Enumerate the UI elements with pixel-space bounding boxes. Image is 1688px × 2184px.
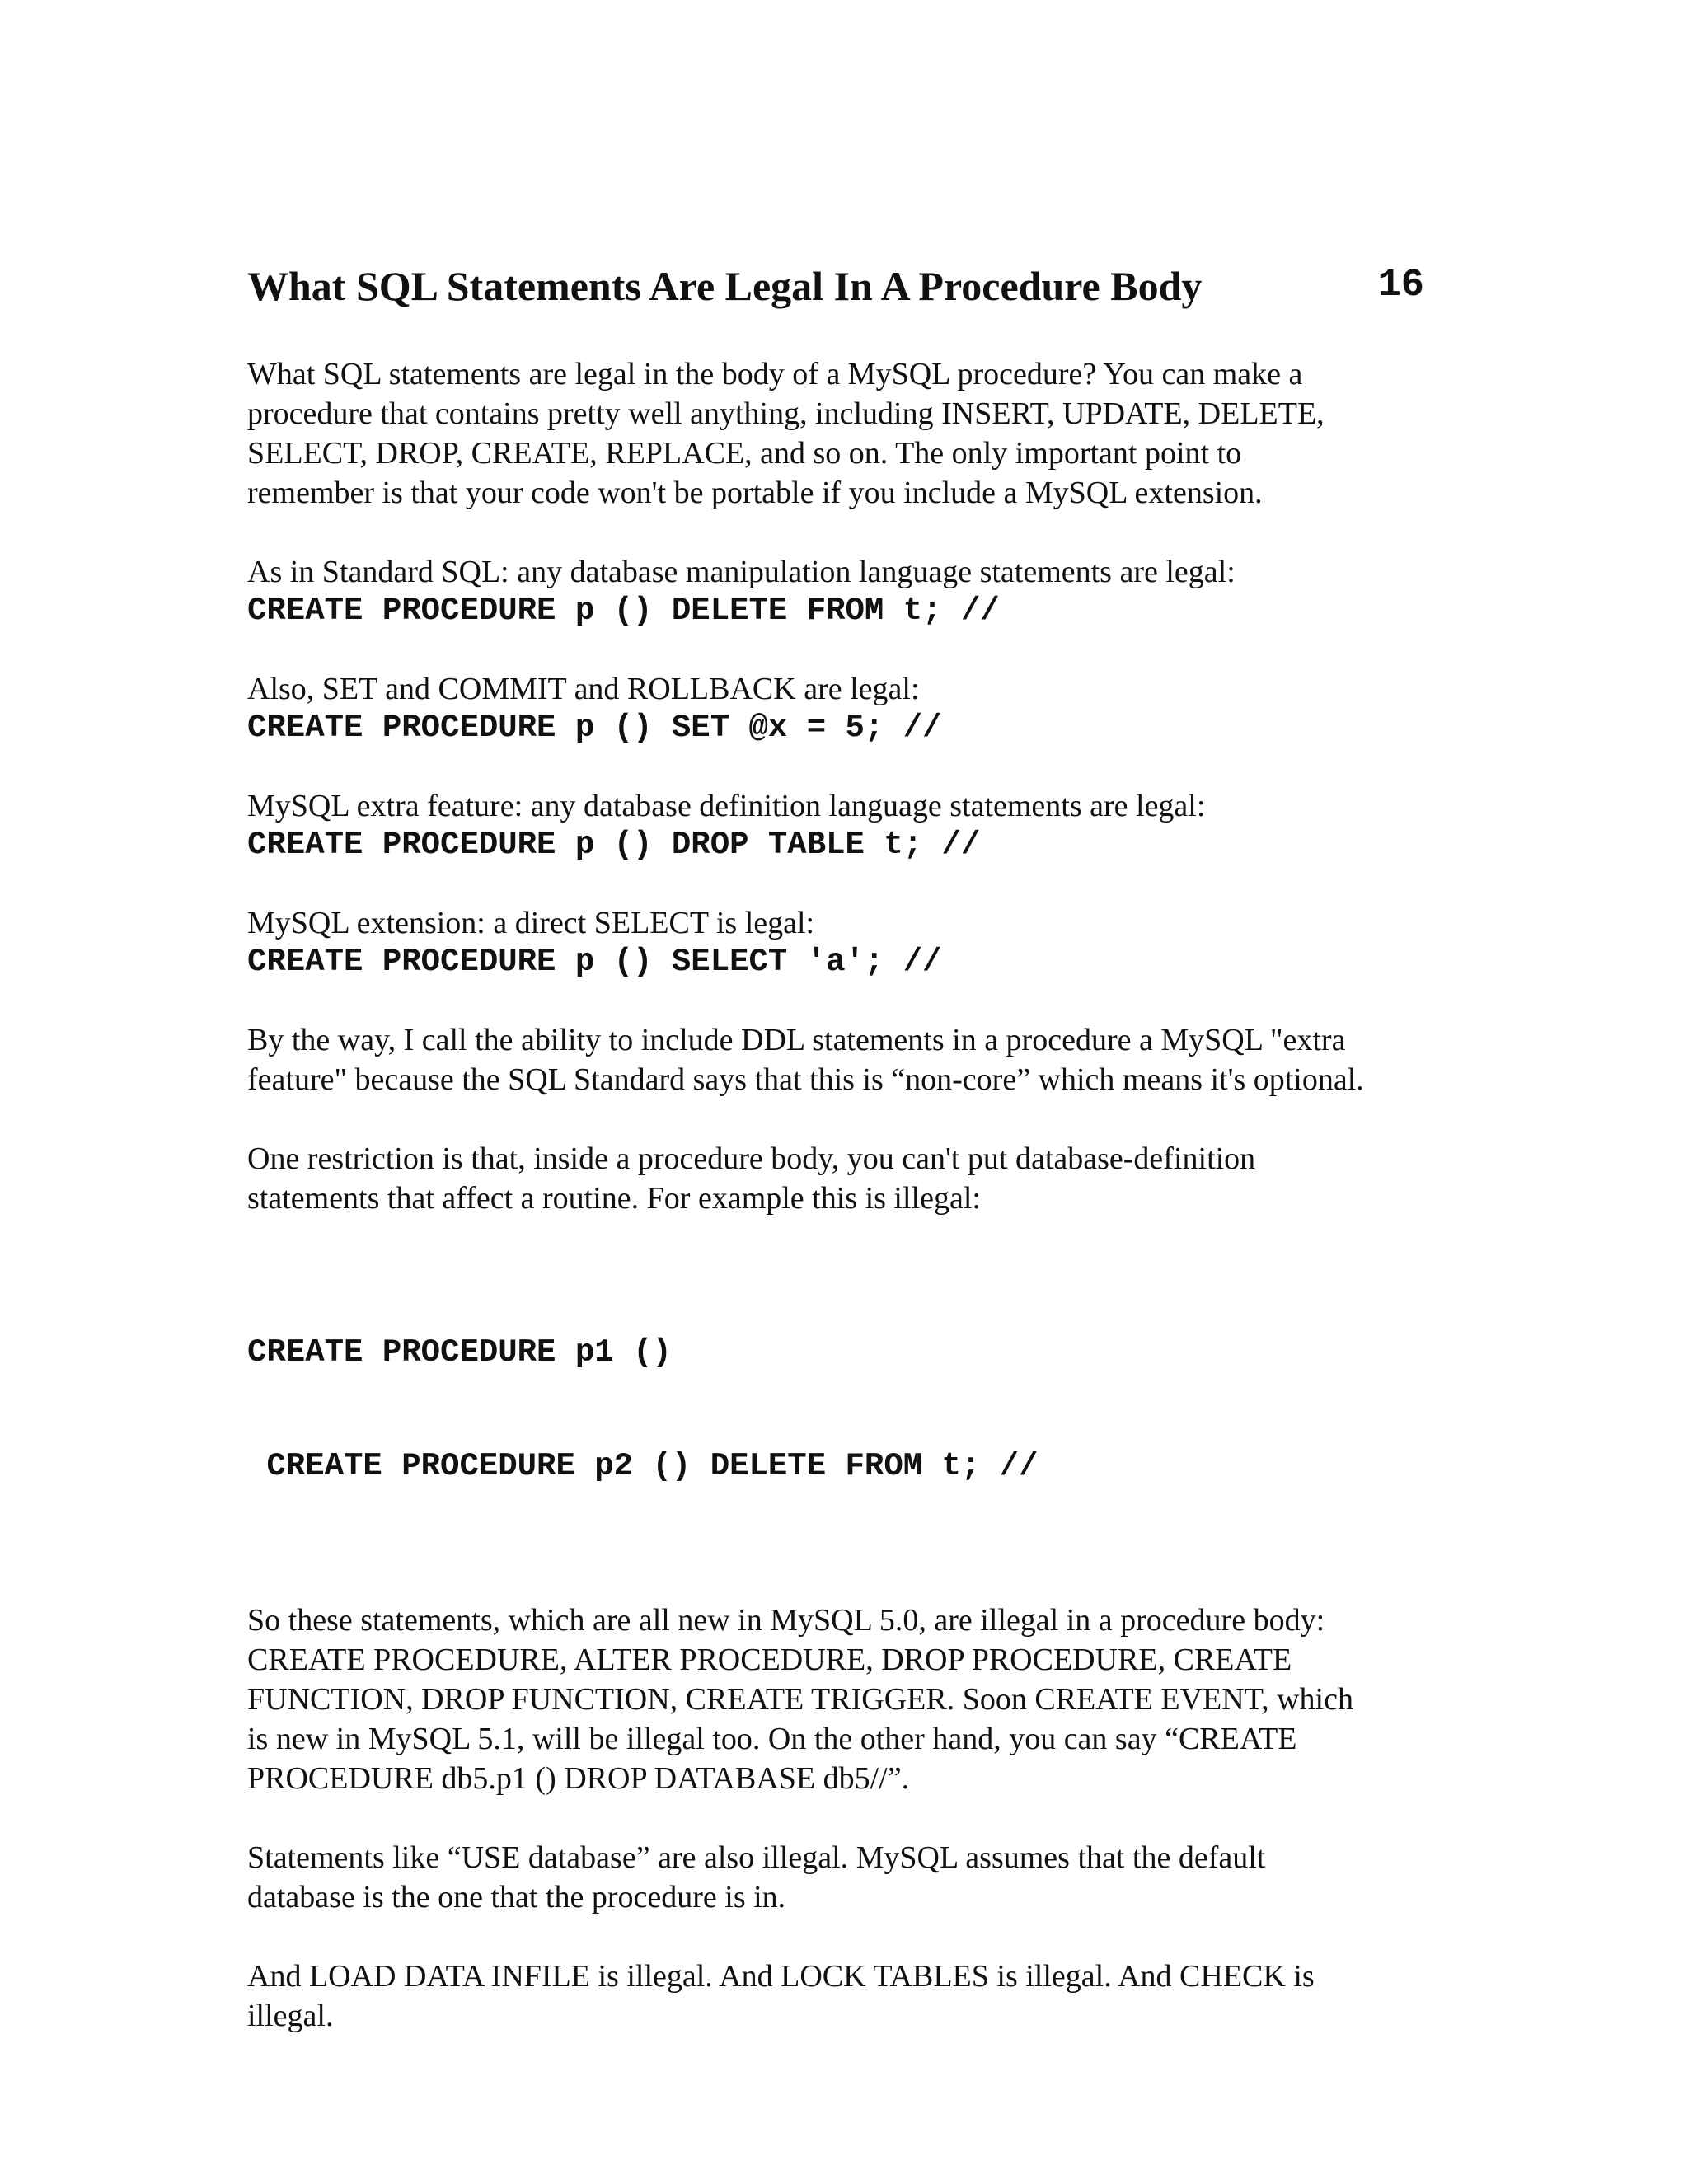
- page-header: [247, 257, 1451, 315]
- paragraph-restriction: One restriction is that, inside a procedure body, you can't put database-definition statements that affect a routine. For example this is illegal:: [247, 1141, 1256, 1216]
- paragraph-dml: As in Standard SQL: any database manipulation language statements are legal:: [247, 555, 1236, 589]
- paragraph-extra-feature: By the way, I call the ability to include DDL statements in a procedure a MySQL "extra feature" because the SQL Standard says that this is “non-core” which means it's optional.: [247, 1023, 1364, 1097]
- paragraph-load-data: And LOAD DATA INFILE is illegal. And LOCK TABLES is illegal. And CHECK is illegal.: [247, 1959, 1315, 2033]
- code-example-set: CREATE PROCEDURE p () SET @x = 5; //: [247, 710, 942, 746]
- page-body: [247, 354, 1451, 2075]
- page-number: 16: [1377, 264, 1424, 307]
- page-title: What SQL Statements Are Legal In A Procedure Body: [247, 263, 1203, 309]
- code-example-select: CREATE PROCEDURE p () SELECT 'a'; //: [247, 944, 942, 980]
- paragraph-use-database: Statements like “USE database” are also illegal. MySQL assumes that the default database is the one that the procedure is in.: [247, 1840, 1266, 1915]
- code-example-illegal: [247, 1258, 1451, 1561]
- paragraph-set-commit: Also, SET and COMMIT and ROLLBACK are legal:: [247, 672, 920, 706]
- code-example-drop: CREATE PROCEDURE p () DROP TABLE t; //: [247, 827, 981, 863]
- code-line: CREATE PROCEDURE p1 (): [247, 1334, 672, 1371]
- paragraph-illegal-statements: So these statements, which are all new in MySQL 5.0, are illegal in a procedure body: CREATE PROCEDURE, ALTER PROCEDURE, DROP PROCEDURE, CREATE FUNCTION, DROP FUNCTION, CREATE TRIGGER. Soon CREATE EVENT, which is new in MySQL 5.1, will be illegal too. On the other hand, you can say “CREATE PROCEDURE db5.p1 () DROP DATABASE db5//”.: [247, 1603, 1353, 1796]
- paragraph-intro: What SQL statements are legal in the body of a MySQL procedure? You can make a procedure that contains pretty well anything, including INSERT, UPDATE, DELETE, SELECT, DROP, CREATE, REPLACE, and so on. The only important point to remember is that your code won't be portable if you include a MySQL extension.: [247, 357, 1325, 510]
- paragraph-select: MySQL extension: a direct SELECT is legal:: [247, 906, 815, 940]
- paragraph-ddl: MySQL extra feature: any database definition language statements are legal:: [247, 789, 1206, 823]
- document-page: [247, 0, 1451, 2184]
- code-line: CREATE PROCEDURE p2 () DELETE FROM t; //: [247, 1448, 1039, 1484]
- code-example-dml: CREATE PROCEDURE p () DELETE FROM t; //: [247, 593, 1000, 629]
